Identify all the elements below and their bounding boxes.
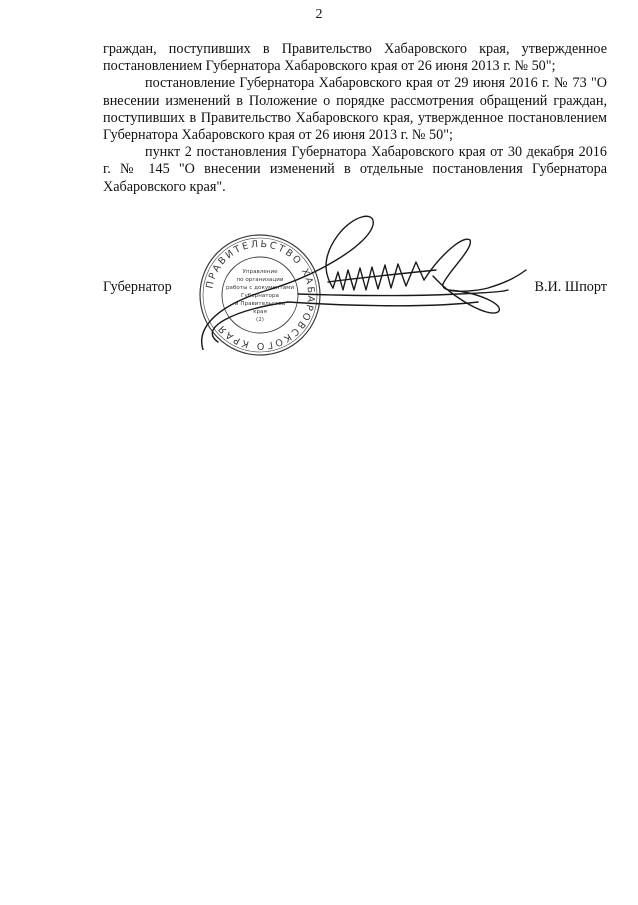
stamp-line-3: работы с документами — [226, 285, 294, 291]
stamp-line-7: (2) — [256, 317, 264, 323]
signer-title: Губернатор — [103, 279, 172, 295]
paragraph-resolution-73: постановление Губернатора Хабаровского края от 29 июня 2016 г. № 73 "О внесении изменений в Положение о порядке рассмотрения обращений граждан, поступивших в Правительство Хабаровского края, утвержденное постановлением Губернатора Хабаровского края от 26 июня 2013 г. № 50"; — [103, 75, 607, 144]
stamp-line-6: края — [253, 309, 267, 315]
handwritten-signature — [178, 210, 538, 350]
stamp-ring-text: ПРАВИТЕЛЬСТВО ХАБАРОВСКОГО КРАЯ — [204, 238, 317, 352]
signer-name: В.И. Шпорт — [534, 279, 607, 295]
paragraph-continuation: граждан, поступивших в Правительство Хабаровского края, утвержденное постановлением Губернатора Хабаровского края от 26 июня 2013 г. № 50"; — [103, 41, 607, 75]
stamp-line-5: и Правительства — [234, 301, 286, 307]
stamp-line-4: Губернатора — [241, 293, 279, 299]
paragraph-resolution-145: пункт 2 постановления Губернатора Хабаровского края от 30 декабря 2016 г. № 145 "О внесении изменений в отдельные постановления Губернатора Хабаровского края". — [103, 144, 607, 195]
stamp-line-1: Управление — [242, 269, 278, 275]
page-number: 2 — [315, 7, 323, 22]
document-body — [103, 41, 607, 196]
stamp-line-2: по организации — [236, 277, 284, 283]
